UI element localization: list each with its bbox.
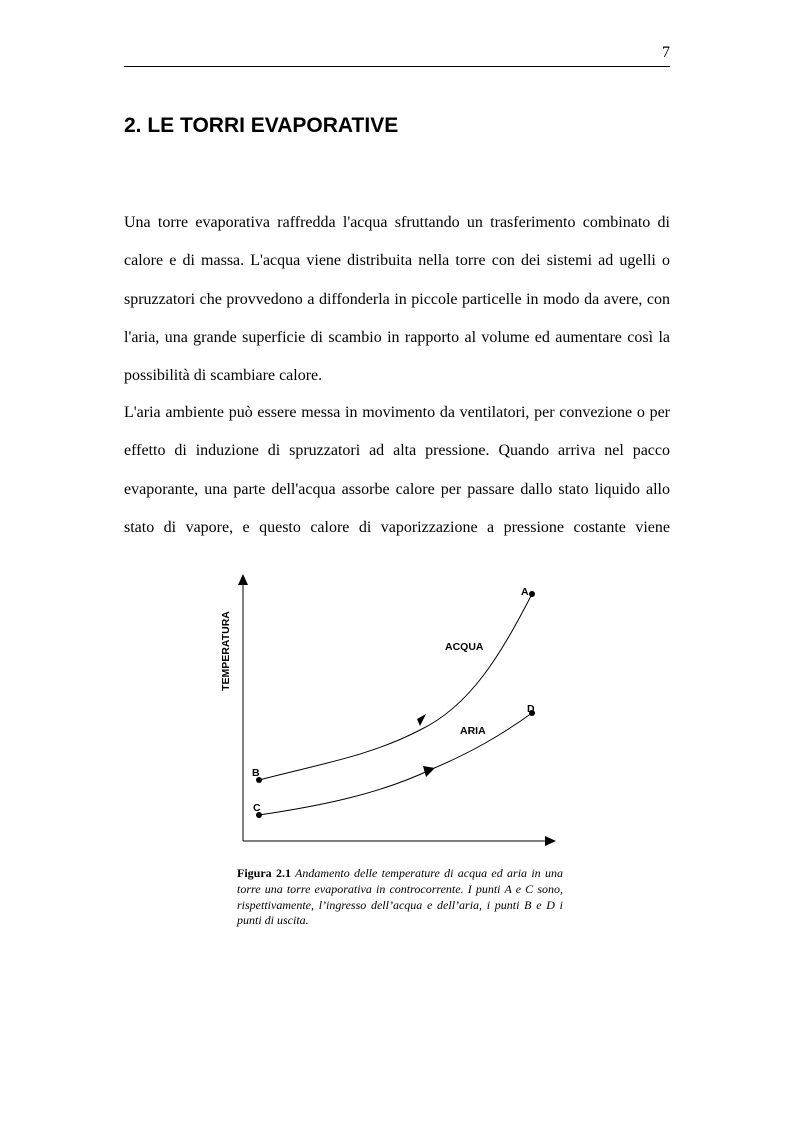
point-b-label: B [252,767,260,779]
figure-caption-label: Figura 2.1 [237,866,291,880]
air-flow-arrowhead [423,766,435,777]
water-curve [259,594,532,780]
air-curve [259,713,532,815]
page-number: 7 [662,44,670,61]
air-curve-label: ARIA [460,725,486,737]
x-axis-arrowhead [545,836,556,846]
point-a-marker [529,591,535,597]
point-d-label: D [527,703,535,715]
y-axis-label: TEMPERATURA [220,611,232,691]
chapter-title: 2. LE TORRI EVAPORATIVE [124,114,399,137]
y-axis-arrowhead [238,574,248,585]
header-rule [124,66,670,67]
water-flow-arrowhead [417,714,426,726]
water-curve-label: ACQUA [445,641,484,653]
point-c-label: C [253,802,261,814]
figure-caption-text: Andamento delle temperature di acqua ed aria in una torre una torre evaporativa in controcorrente. I punti A e C sono, rispettivamente, l’ingresso dell’acqua e dell’aria, i punti B e D i punti di uscita. [237,866,563,928]
body-paragraph-2: L'aria ambiente può essere messa in movimento da ventilatori, per convezione o per effetto di induzione di spruzzatori ad alta pressione. Quando arriva nel pacco evaporante, una parte dell'acqua assorbe calore per passare dallo stato liquido allo stato di vapore, e questo calore di vaporizzazione a pressione costante viene [124,404,670,536]
figure-caption [237,866,563,929]
point-a-label: A [521,586,529,598]
temperature-diagram [200,566,580,856]
body-paragraph-1: Una torre evaporativa raffredda l'acqua sfruttando un trasferimento combinato di calore e di massa. L'acqua viene distribuita nella torre con dei sistemi ad ugelli o spruzzatori che provvedono a diffonderla in piccole particelle in modo da avere, con l'aria, una grande superficie di scambio in rapporto al volume ed aumentare così la possibilità di scambiare calore. [124,214,670,385]
